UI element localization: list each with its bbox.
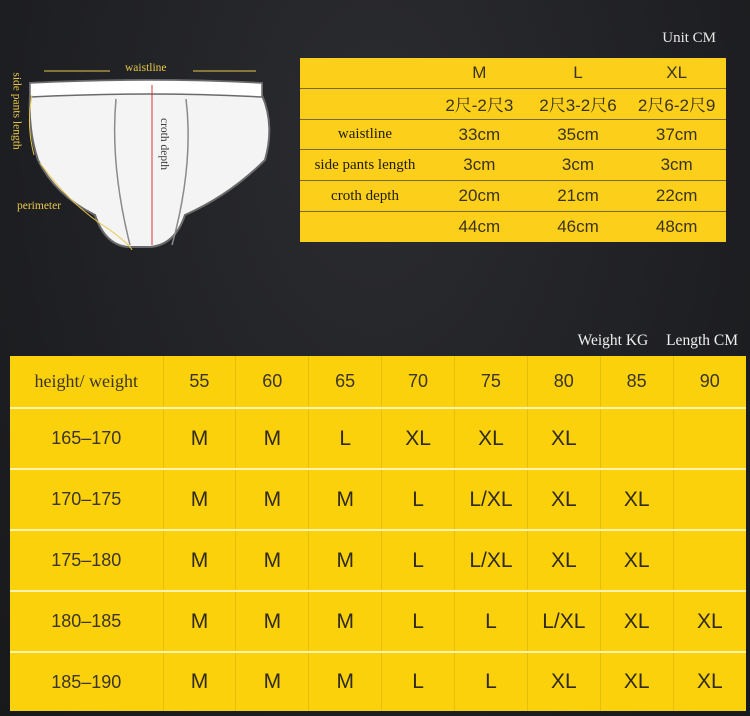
size-cell: M bbox=[163, 591, 236, 652]
weight-col: 90 bbox=[673, 356, 746, 408]
size-cell: M bbox=[163, 408, 236, 469]
range-cell: 2尺-2尺3 bbox=[430, 88, 529, 119]
height-label: 180–185 bbox=[10, 591, 163, 652]
size-cell: XL bbox=[455, 408, 528, 469]
weight-col: 85 bbox=[600, 356, 673, 408]
size-cell: L bbox=[382, 591, 455, 652]
corner-label: height/ weight bbox=[10, 356, 163, 408]
height-label: 165–170 bbox=[10, 408, 163, 469]
unit-label: Unit CM bbox=[662, 30, 716, 46]
size-cell: M bbox=[236, 408, 309, 469]
recommend-table bbox=[10, 356, 746, 711]
size-chart-table bbox=[300, 58, 726, 242]
size-cell: XL bbox=[600, 652, 673, 711]
size-cell: XL bbox=[527, 652, 600, 711]
size-row-side-pants-length bbox=[300, 150, 726, 181]
recommend-row bbox=[10, 469, 746, 530]
size-cell: M bbox=[163, 469, 236, 530]
size-cell: XL bbox=[382, 408, 455, 469]
size-cell: L/XL bbox=[455, 469, 528, 530]
diagram-croth-depth-label: croth depth bbox=[158, 117, 171, 171]
size-cell bbox=[673, 469, 746, 530]
height-label: 170–175 bbox=[10, 469, 163, 530]
value-cell: 3cm bbox=[430, 150, 529, 181]
value-cell: 3cm bbox=[627, 150, 726, 181]
diagram-waistline-label: waistline bbox=[125, 62, 167, 74]
range-cell: 2尺3-2尺6 bbox=[529, 88, 628, 119]
size-row-header bbox=[300, 58, 726, 88]
recommend-row bbox=[10, 408, 746, 469]
row-label: side pants length bbox=[300, 150, 430, 181]
size-cell: XL bbox=[527, 469, 600, 530]
value-cell: 21cm bbox=[529, 181, 628, 212]
row-label bbox=[300, 212, 430, 242]
row-label: croth depth bbox=[300, 181, 430, 212]
size-cell bbox=[673, 408, 746, 469]
size-row-ranges bbox=[300, 88, 726, 119]
value-cell: 20cm bbox=[430, 181, 529, 212]
size-cell: M bbox=[236, 652, 309, 711]
height-label: 175–180 bbox=[10, 530, 163, 591]
value-cell: 44cm bbox=[430, 212, 529, 242]
size-col-l: L bbox=[529, 58, 628, 88]
size-row-croth-depth bbox=[300, 181, 726, 212]
recommend-row bbox=[10, 652, 746, 711]
size-cell bbox=[600, 408, 673, 469]
size-cell: XL bbox=[600, 530, 673, 591]
size-col-xl: XL bbox=[627, 58, 726, 88]
value-cell: 37cm bbox=[627, 119, 726, 150]
value-cell: 22cm bbox=[627, 181, 726, 212]
size-cell: L bbox=[455, 591, 528, 652]
recommend-chart bbox=[10, 356, 746, 711]
size-cell bbox=[673, 530, 746, 591]
weight-col: 75 bbox=[455, 356, 528, 408]
diagram-side-pants-length-label: side pants length bbox=[10, 72, 23, 150]
size-cell: L bbox=[382, 530, 455, 591]
row-label: waistline bbox=[300, 119, 430, 150]
size-cell: XL bbox=[696, 670, 723, 694]
size-cell: L/XL bbox=[527, 591, 600, 652]
size-cell: M bbox=[309, 652, 382, 711]
size-cell: L/XL bbox=[455, 530, 528, 591]
size-cell: XL bbox=[527, 530, 600, 591]
length-unit-label: Length CM bbox=[666, 332, 738, 349]
size-row-perimeter bbox=[300, 212, 726, 242]
size-cell: XL bbox=[673, 591, 746, 652]
recommend-header-row bbox=[10, 356, 746, 408]
diagram-perimeter-label: perimeter bbox=[17, 200, 62, 212]
height-label: 185–190 bbox=[10, 652, 163, 711]
weight-col: 55 bbox=[163, 356, 236, 408]
recommend-header bbox=[564, 332, 738, 350]
size-cell: L bbox=[382, 652, 455, 711]
size-col-m: M bbox=[430, 58, 529, 88]
size-cell: M bbox=[309, 469, 382, 530]
recommend-row bbox=[10, 591, 746, 652]
range-cell: 2尺6-2尺9 bbox=[627, 88, 726, 119]
recommend-row bbox=[10, 530, 746, 591]
size-cell: M bbox=[309, 591, 382, 652]
size-cell: M bbox=[236, 530, 309, 591]
size-cell: M bbox=[309, 530, 382, 591]
weight-col: 70 bbox=[382, 356, 455, 408]
value-cell: 3cm bbox=[529, 150, 628, 181]
weight-col: 65 bbox=[309, 356, 382, 408]
value-cell: 35cm bbox=[529, 119, 628, 150]
size-cell: M bbox=[236, 469, 309, 530]
value-cell: 46cm bbox=[529, 212, 628, 242]
weight-col: 80 bbox=[527, 356, 600, 408]
value-cell: 48cm bbox=[627, 212, 726, 242]
briefs-illustration bbox=[0, 55, 290, 265]
weight-col: 60 bbox=[236, 356, 309, 408]
size-cell: M bbox=[236, 591, 309, 652]
weight-unit-label: Weight KG bbox=[577, 332, 649, 349]
size-cell: L bbox=[309, 408, 382, 469]
value-cell: 33cm bbox=[430, 119, 529, 150]
size-cell: M bbox=[163, 652, 236, 711]
size-cell: XL bbox=[600, 591, 673, 652]
size-cell: L bbox=[455, 652, 528, 711]
size-cell: L bbox=[382, 469, 455, 530]
size-cell: XL bbox=[527, 408, 600, 469]
briefs-diagram bbox=[0, 55, 290, 265]
size-cell: XL bbox=[600, 469, 673, 530]
size-row-waistline bbox=[300, 119, 726, 150]
size-cell: M bbox=[163, 530, 236, 591]
